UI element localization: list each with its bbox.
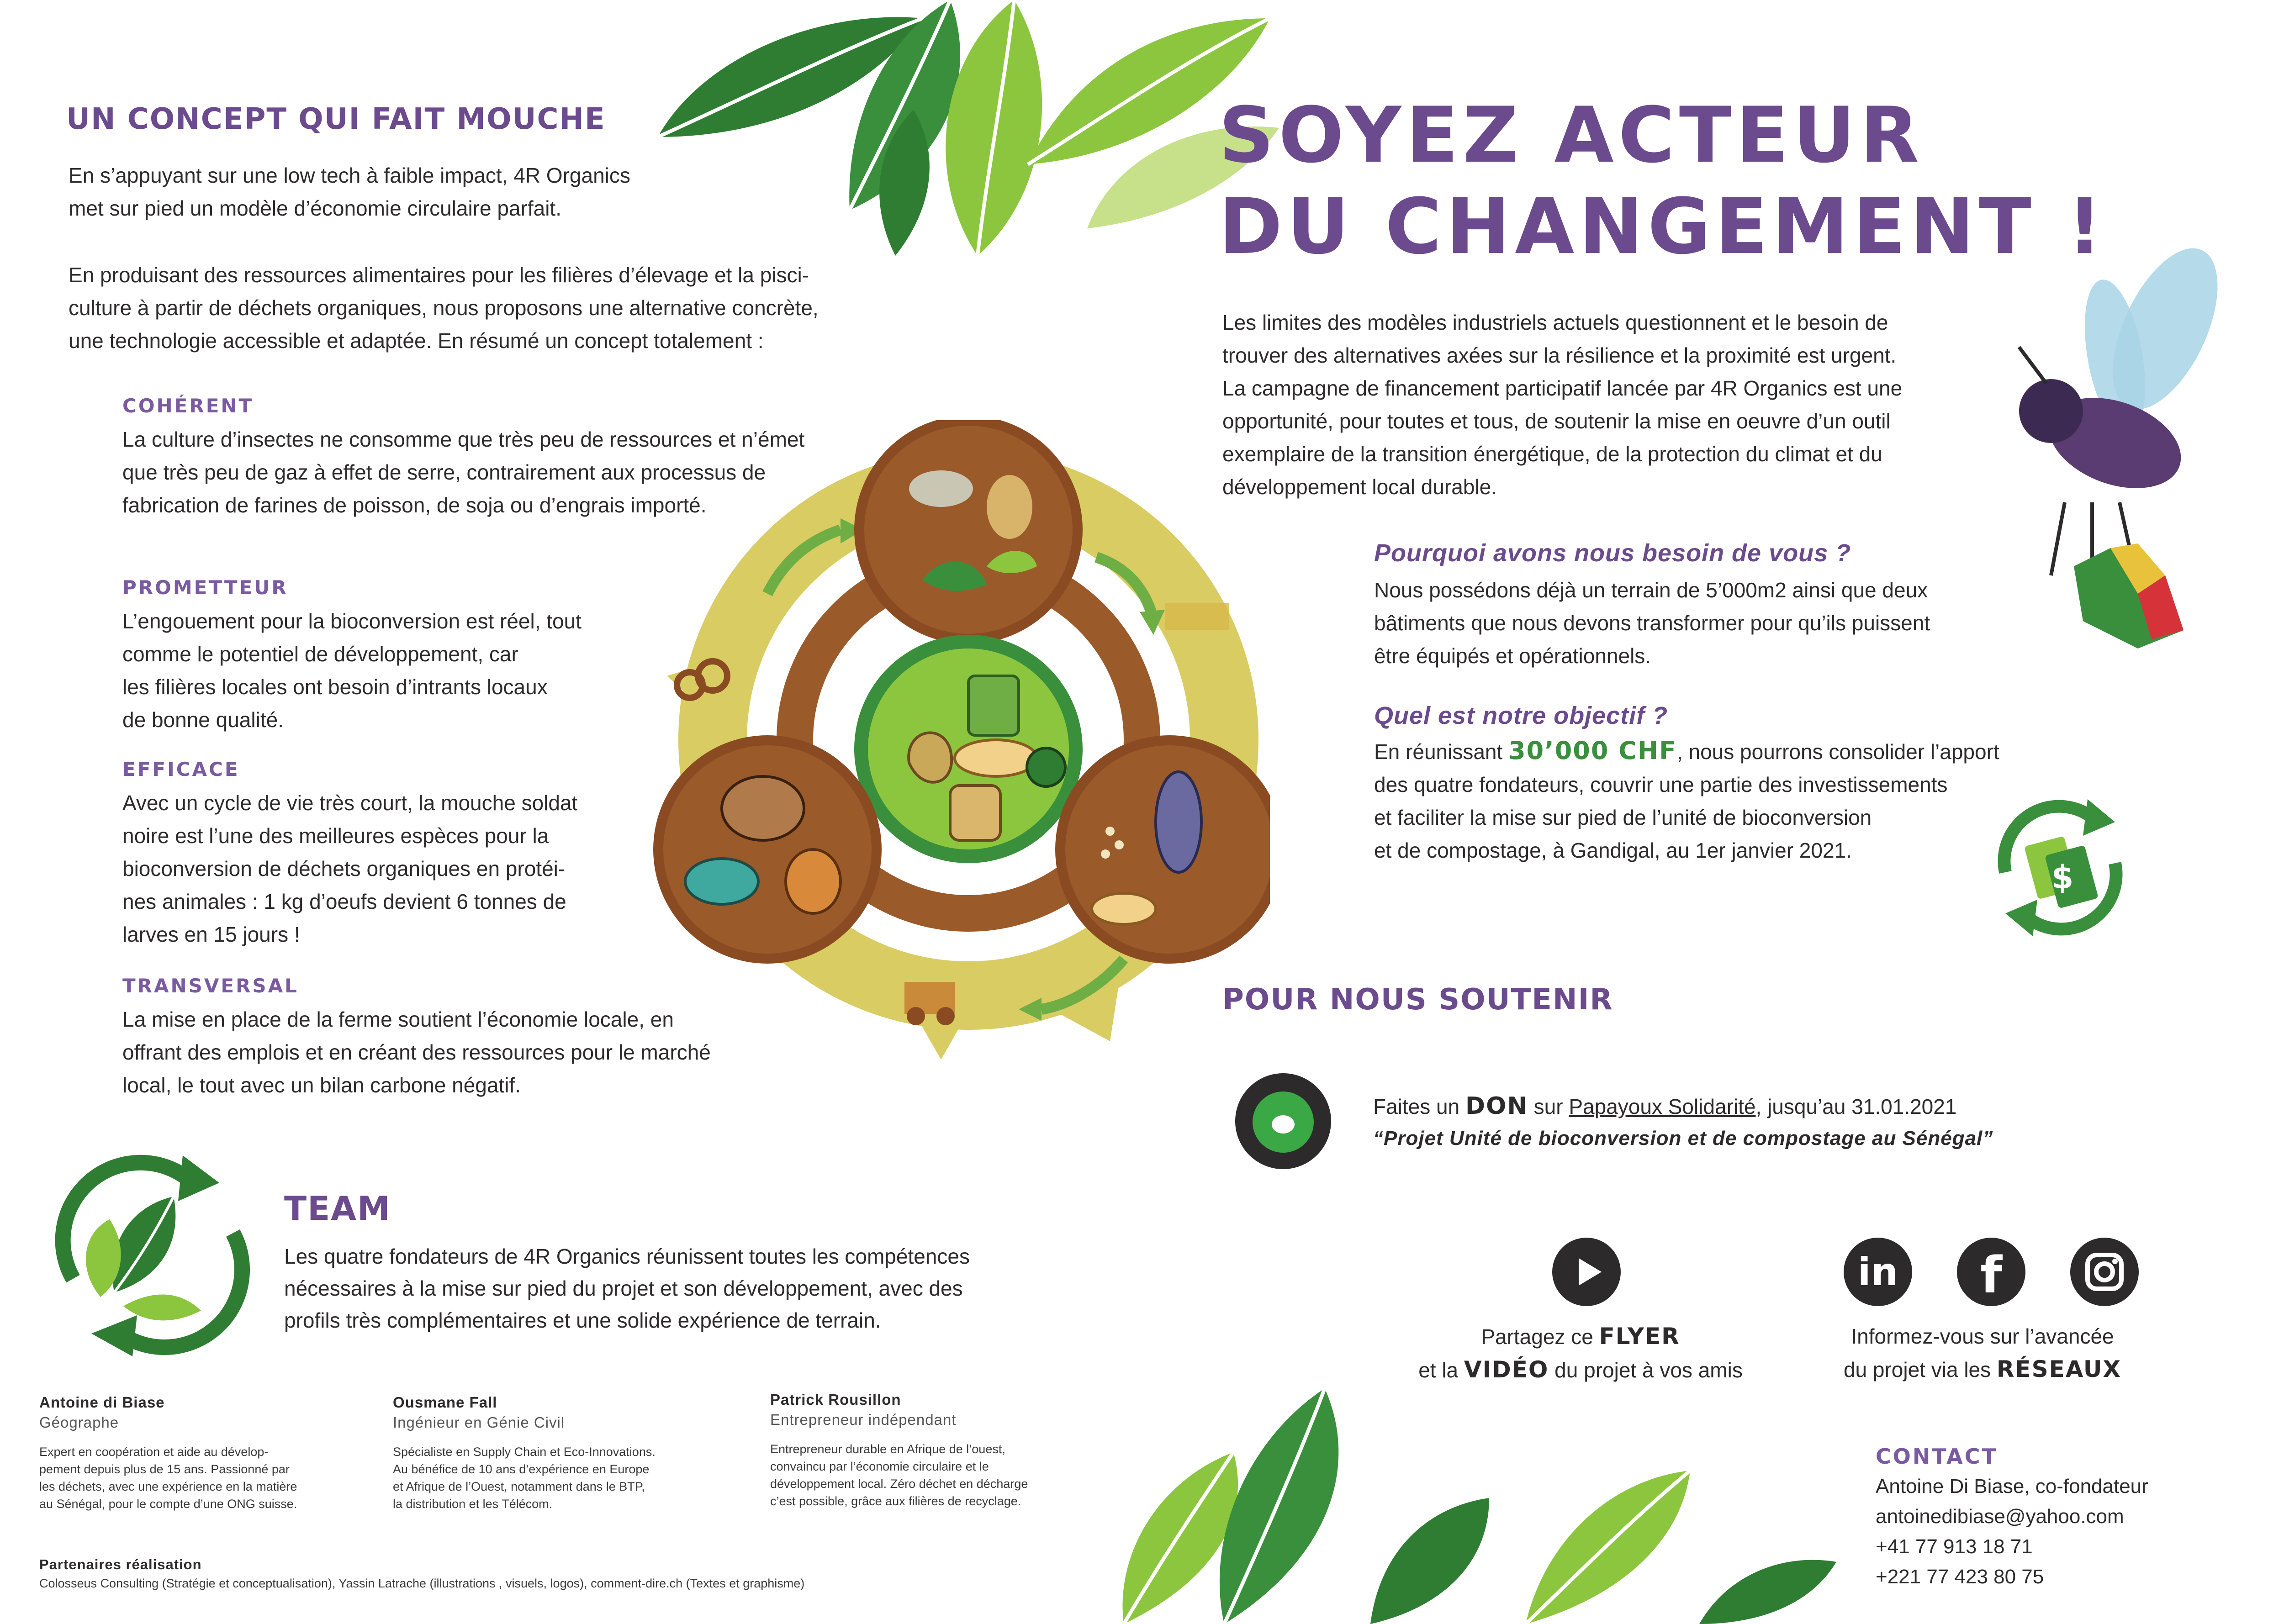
bioconversion-cycle-illustration: [649, 420, 1270, 1069]
contact-phone-sn[interactable]: +221 77 423 80 75: [1876, 1566, 2044, 1588]
facebook-button[interactable]: [1957, 1238, 2025, 1306]
member-bio: Expert en coopération et aide au dévelop- pement depuis plus de 15 ans. Passionné par les déchets, avec une expérience en la matière au Sénégal, pour le compte d’une ONG suisse.: [39, 1445, 297, 1511]
papayoux-logo: [1235, 1073, 1331, 1169]
facebook-icon: f: [1980, 1246, 2002, 1304]
member-role: Entrepreneur indépendant: [770, 1411, 957, 1428]
item-text-prometteur: L’engouement pour la bioconversion est réel, tout comme le potentiel de développement, car les filières locales ont besoin d’intrants locaux de bonne qualité.: [122, 609, 582, 732]
intro-paragraph: Les limites des modèles industriels actuels questionnent et le besoin de trouver des alternatives axées sur la résilience et la proximité est urgent. La campagne de financement participatif lancée par 4R Organics est une opportunité, pour toutes et tous, de soutenir la mise en oeuvre d’un outil exemplaire de la transition énergétique, de la protection du climat et du développement local durable.: [1222, 311, 1903, 499]
item-text-efficace: Avec un cycle de vie très court, la mouche soldat noire est l’une des meilleures espèces pour la bioconversion de déchets organiques en protéi- nes animales : 1 kg d’oeufs devient 6 tonnes de larves en 15 jours !: [122, 791, 578, 946]
team-member: [393, 1394, 749, 1513]
video-play-button[interactable]: [1552, 1238, 1621, 1306]
why-title: Pourquoi avons nous besoin de vous ?: [1374, 539, 1851, 567]
team-text: Les quatre fondateurs de 4R Organics réunissent toutes les compétences nécessaires à la mise sur pied du projet et son développement, avec des profils très complémentaires et une solide expérience de terrain.: [284, 1244, 970, 1332]
fly-illustration: [2001, 247, 2238, 658]
partners-text: Colosseus Consulting (Stratégie et conceptualisation), Yassin Latrache (illustrations , visuels, logos), comment-dire.ch (Textes et graphisme): [39, 1577, 805, 1590]
partners-title: Partenaires réalisation: [39, 1556, 202, 1572]
goal-line-1: En réunissant 30’000 CHF, nous pourrons consolider l’apport: [1374, 736, 1999, 765]
don-label: DON: [1465, 1092, 1528, 1120]
member-name: Ousmane Fall: [393, 1394, 497, 1411]
contact-title: CONTACT: [1876, 1444, 1998, 1469]
team-title: TEAM: [284, 1189, 391, 1228]
main-headline-line-2: DU CHANGEMENT !: [1219, 182, 2107, 271]
member-bio: Entrepreneur durable en Afrique de l’ouest, convaincu par l’économie circulaire et le développement local. Zéro déchet en décharge c’est possible, grâce aux filières de recyclage.: [770, 1442, 1028, 1508]
concept-title: UN CONCEPT QUI FAIT MOUCHE: [66, 102, 606, 136]
linkedin-icon: in: [1857, 1250, 1898, 1294]
team-member: [770, 1391, 1126, 1510]
money-recycle-icon: [1978, 786, 2142, 950]
team-member: [39, 1394, 386, 1513]
item-text-transversal: La mise en place de la ferme soutient l’économie locale, en offrant des emplois et en créant des ressources pour le marché local, le tout avec un bilan carbone négatif.: [122, 1007, 711, 1097]
reseaux-label: RÉSEAUX: [1996, 1356, 2122, 1382]
concept-paragraph-2: En produisant des ressources alimentaires pour les filières d’élevage et la pisci- culture à partir de déchets organiques, nous proposons une alternative concrète, une technologie accessible et adaptée. En résumé un concept totalement :: [69, 263, 819, 353]
instagram-button[interactable]: [2070, 1238, 2139, 1306]
contact-details: [1876, 1471, 2148, 1592]
concept-paragraph-1: En s’appuyant sur une low tech à faible impact, 4R Organics met sur pied un modèle d’économie circulaire parfait.: [69, 163, 630, 220]
goal-amount: 30’000 CHF: [1508, 736, 1677, 765]
video-label: VIDÉO: [1464, 1356, 1549, 1383]
member-name: Antoine di Biase: [39, 1394, 165, 1411]
linkedin-button[interactable]: [1844, 1238, 1912, 1306]
papayoux-link[interactable]: Papayoux Solidarité: [1569, 1095, 1756, 1118]
item-title-transversal: TRANSVERSAL: [122, 975, 299, 997]
main-headline: [1219, 90, 2107, 272]
main-headline-line-1: SOYEZ ACTEUR: [1219, 90, 1924, 180]
leaves-bottom-illustration: [1087, 1361, 1891, 1624]
item-title-prometteur: PROMETTEUR: [122, 576, 288, 599]
item-title-coherent: COHÉRENT: [122, 395, 254, 417]
share-text: Partagez ce FLYER et la VIDÉO du projet à vos amis: [1418, 1323, 1743, 1383]
leaves-top-illustration: [630, 0, 1316, 283]
item-text-coherent: La culture d’insectes ne consomme que très peu de ressources et n’émet que très peu de gaz à effet de serre, contrairement aux processus de fabrication de farines de poisson, de soja ou d’engrais importé.: [122, 427, 805, 517]
contact-email[interactable]: antoinedibiase@yahoo.com: [1876, 1505, 2124, 1528]
goal-title: Quel est notre objectif ?: [1374, 702, 1668, 729]
svg-text:$: $: [2051, 859, 2074, 896]
why-text: Nous possédons déjà un terrain de 5’000m2 ainsi que deux bâtiments que nous devons transformer pour qu’ils puissent être équipés et opérationnels.: [1374, 578, 1930, 668]
member-role: Géographe: [39, 1414, 119, 1431]
instagram-icon: [2070, 1238, 2139, 1306]
contact-name: Antoine Di Biase, co-fondateur: [1876, 1475, 2148, 1497]
goal-text: En réunissant 30’000 CHF, nous pourrons consolider l’apport des quatre fondateurs, couvrir une partie des investissements et faciliter la mise sur pied de l’unité de bioconversion et de compostage, à Gandigal, au 1er janvier 2021.: [1374, 734, 1999, 867]
support-project-name: “Projet Unité de bioconversion et de compostage au Sénégal”: [1373, 1127, 1993, 1149]
item-title-efficace: EFFICACE: [122, 758, 240, 780]
recycle-leaves-logo: [37, 1142, 265, 1361]
networks-text: Informez-vous sur l’avancée du projet via les RÉSEAUX: [1843, 1324, 2122, 1382]
member-bio: Spécialiste en Supply Chain et Eco-Innovations. Au bénéfice de 10 ans d’expérience en Europe et Afrique de l’Ouest, notamment dans le BTP, la distribution et les Télécom.: [393, 1445, 656, 1511]
support-don-line: Faites un DON sur Papayoux Solidarité, jusqu’au 31.01.2021: [1373, 1092, 1957, 1120]
support-title: POUR NOUS SOUTENIR: [1222, 983, 1613, 1017]
contact-phone-ch[interactable]: +41 77 913 18 71: [1876, 1535, 2033, 1558]
member-name: Patrick Rousillon: [770, 1391, 901, 1408]
play-icon: [1552, 1238, 1621, 1306]
member-role: Ingénieur en Génie Civil: [393, 1414, 565, 1431]
flyer-label: FLYER: [1599, 1323, 1680, 1350]
